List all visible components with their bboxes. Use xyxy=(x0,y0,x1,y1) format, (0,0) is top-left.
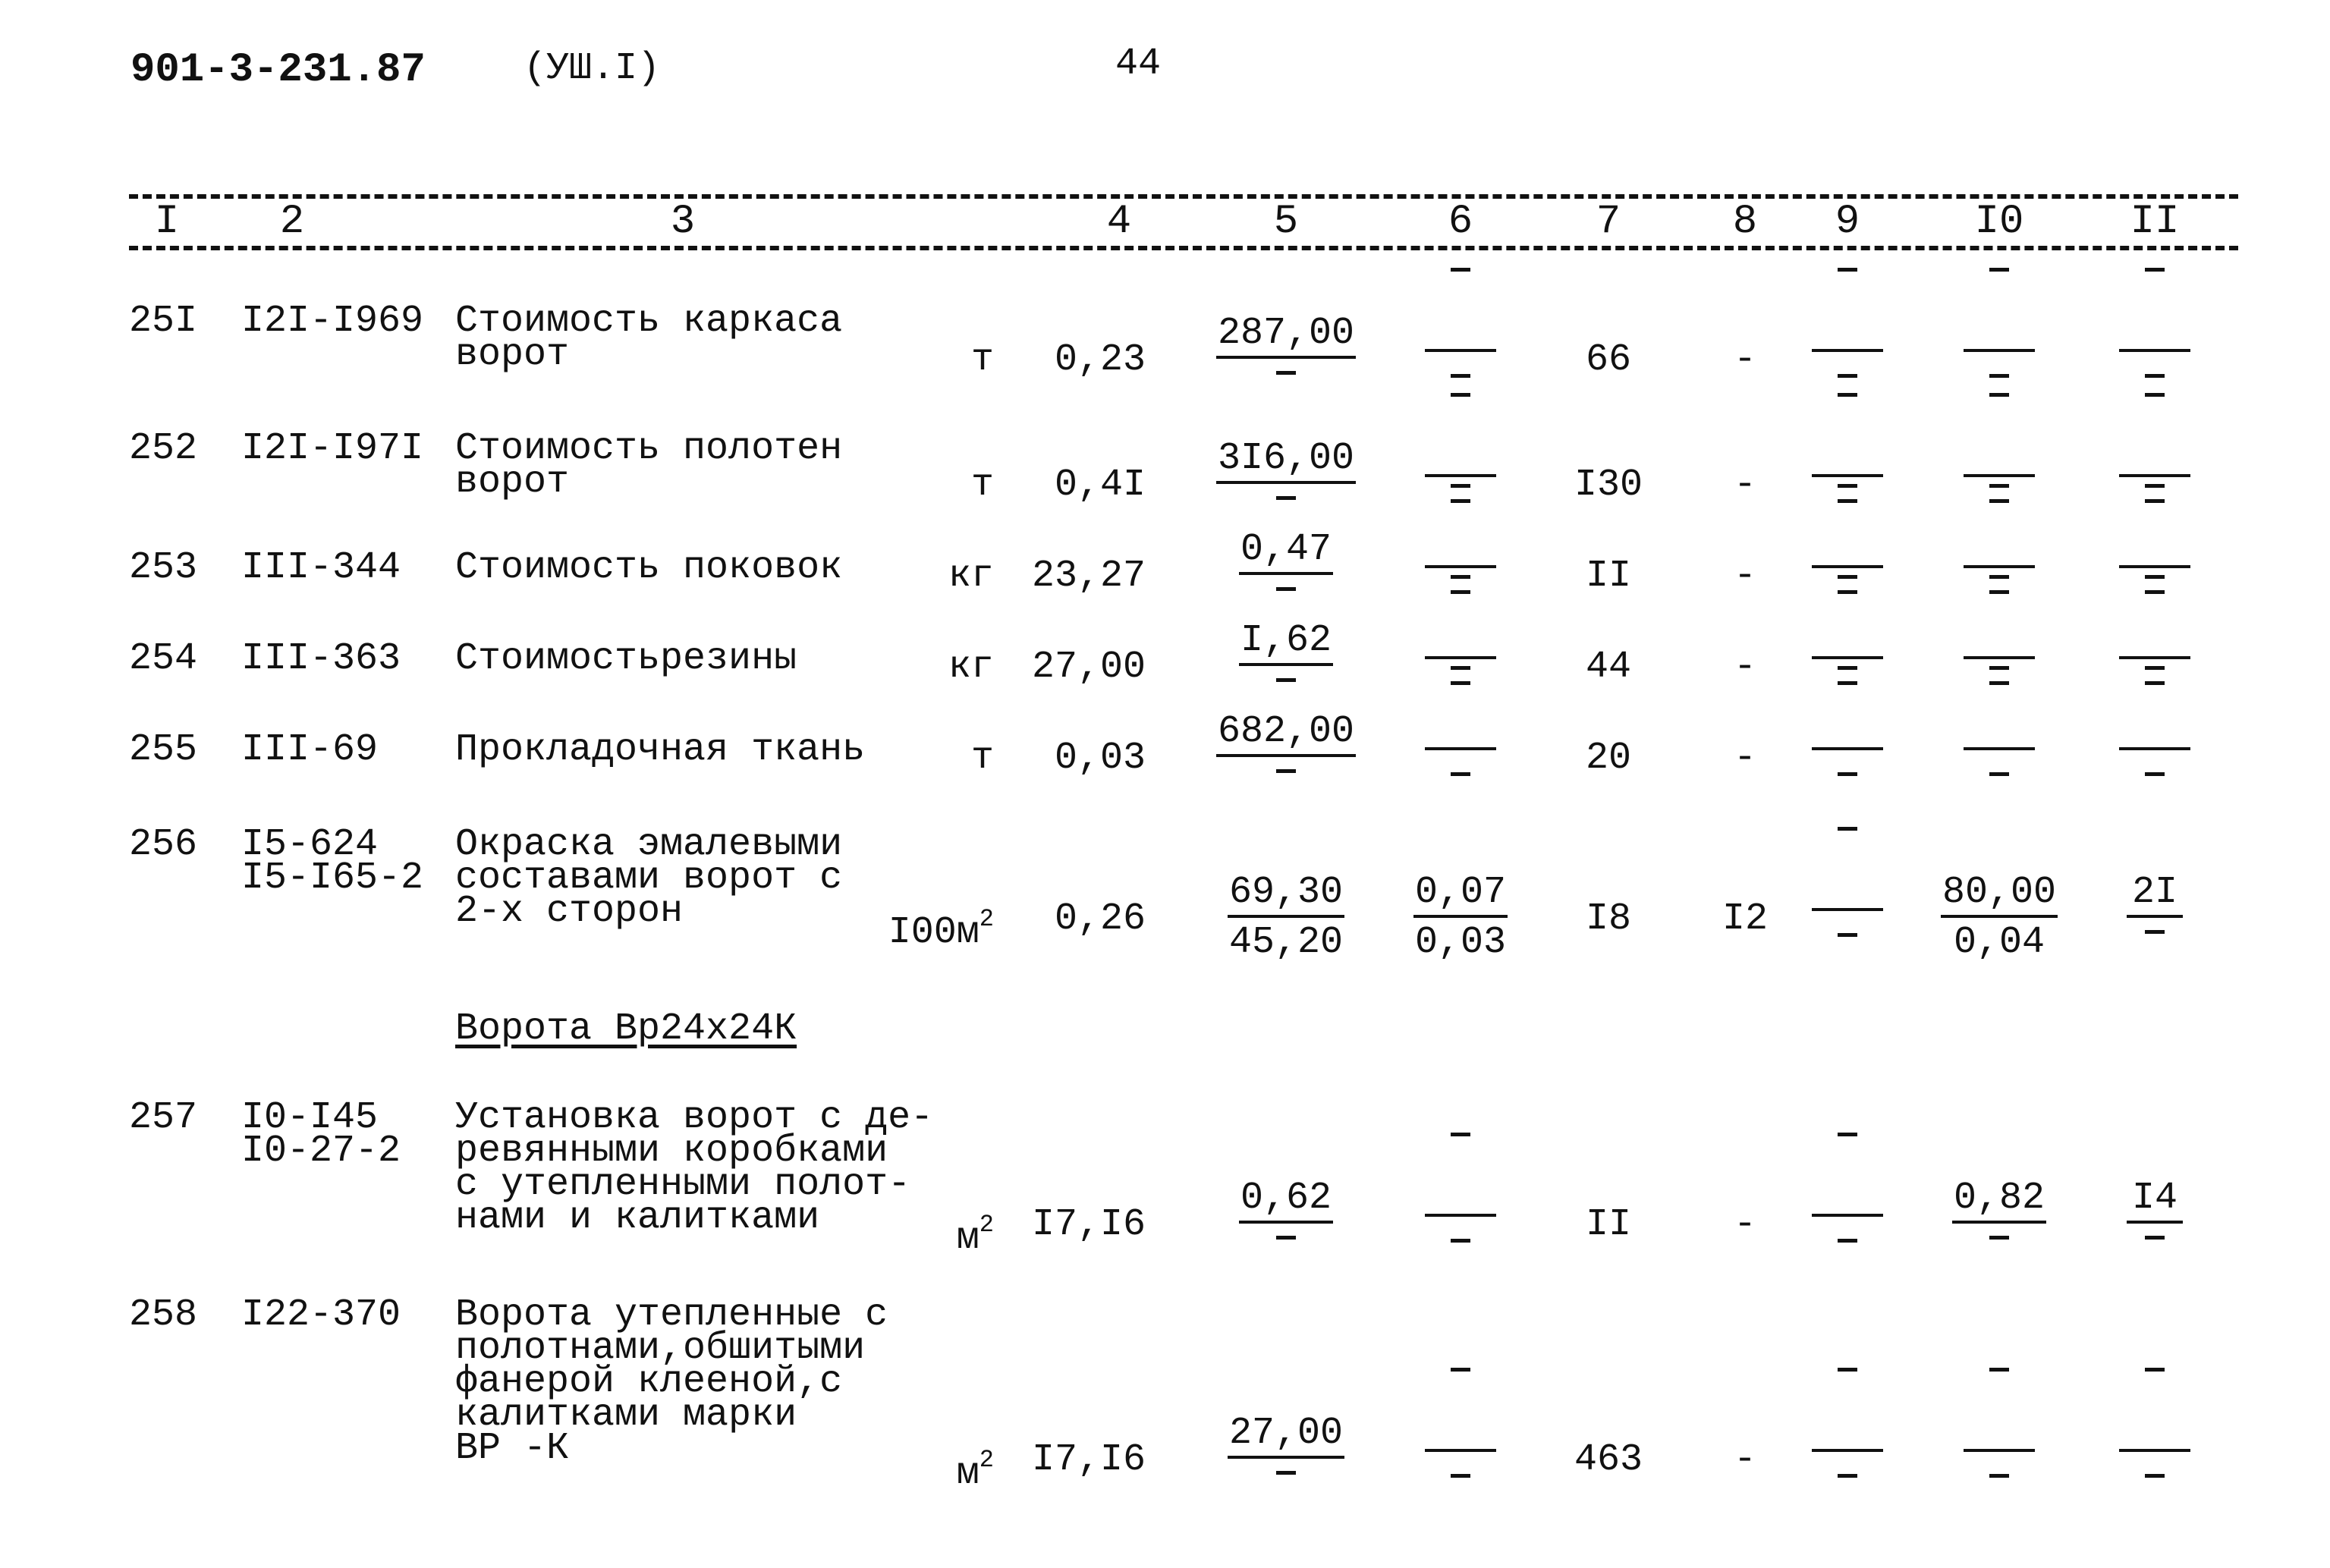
col7-value: 44 xyxy=(1585,646,1631,689)
col7-value: II xyxy=(1585,1203,1631,1246)
col10-value-numerator: 80,00 xyxy=(1941,874,2058,918)
item-code: III-344 xyxy=(241,546,401,589)
unit-superscript: 2 xyxy=(979,905,994,933)
row-number: 255 xyxy=(129,728,198,771)
row-number: 25I xyxy=(129,300,198,343)
col5-price-denominator xyxy=(1276,496,1296,500)
col5-price-numerator: 682,00 xyxy=(1216,713,1356,757)
unit-label: т xyxy=(970,737,994,780)
col9-value-top-dash xyxy=(1838,1133,1857,1136)
item-description: Ворота утепленные с xyxy=(455,1293,888,1337)
col11-value-top-dash xyxy=(2145,268,2165,272)
col11-value-numerator: 2I xyxy=(2127,874,2183,918)
col10-value-numerator xyxy=(1964,1419,2035,1452)
unit-of-measure xyxy=(850,1207,994,1260)
document-code: 901-3-231.87 xyxy=(130,47,426,93)
item-description: Прокладочная ткань xyxy=(455,728,866,771)
quantity: I7,I6 xyxy=(1031,1438,1146,1482)
quantity: 0,23 xyxy=(1054,338,1146,382)
col8-value: - xyxy=(1733,1203,1756,1246)
col11-value-denominator xyxy=(2145,1474,2165,1478)
col9-value-denominator xyxy=(1838,1239,1857,1243)
row-number: 253 xyxy=(129,546,198,589)
col9-value-numerator xyxy=(1812,444,1883,477)
col11-value xyxy=(2064,871,2246,934)
item-description: Стоимостьрезины xyxy=(455,637,797,680)
col6-value-denominator xyxy=(1451,772,1470,776)
item-code: III-363 xyxy=(241,637,401,680)
col10-value-top-dash xyxy=(1989,575,2009,579)
col6-value-top-dash xyxy=(1451,393,1470,397)
item-code: III-69 xyxy=(241,728,379,771)
col9-value-numerator xyxy=(1812,1419,1883,1452)
col10-value xyxy=(1908,440,2090,503)
col5-price xyxy=(1195,1177,1377,1240)
unit-of-measure xyxy=(850,737,994,780)
col7-value: II xyxy=(1585,555,1631,598)
unit-of-measure xyxy=(850,463,994,507)
item-description: полотнами,обшитыми xyxy=(455,1327,866,1370)
page-number: 44 xyxy=(1115,42,1162,86)
item-description: с утепленными полот- xyxy=(455,1163,911,1206)
col10-value-numerator xyxy=(1964,319,2035,352)
unit-of-measure xyxy=(850,646,994,689)
col9-value-top-dash xyxy=(1838,484,1857,488)
col11-value-numerator: I4 xyxy=(2127,1180,2183,1224)
col5-price xyxy=(1195,528,1377,591)
col10-value xyxy=(1908,1415,2090,1478)
column-header-9: 9 xyxy=(1835,199,1860,245)
col10-value-denominator: 0,04 xyxy=(1953,921,2045,964)
col7-value: I8 xyxy=(1585,897,1631,941)
item-code: I0-I45 xyxy=(241,1096,379,1139)
col6-value-numerator: 0,07 xyxy=(1413,874,1508,918)
column-header-1: I xyxy=(154,199,180,245)
col11-value-denominator xyxy=(2145,681,2165,685)
column-header-8: 8 xyxy=(1732,199,1758,245)
col10-value-denominator xyxy=(1989,1474,2009,1478)
col9-value-denominator xyxy=(1838,933,1857,937)
col10-value xyxy=(1908,531,2090,594)
col11-value-denominator xyxy=(2145,772,2165,776)
col6-value xyxy=(1369,1415,1552,1478)
unit-label: кг xyxy=(948,555,994,598)
header-rule-bottom xyxy=(129,246,2238,250)
col7-value: 463 xyxy=(1574,1438,1643,1482)
col9-value-top-dash xyxy=(1838,666,1857,670)
col10-value xyxy=(1908,1177,2090,1240)
item-code: I22-370 xyxy=(241,1293,401,1337)
col10-value-numerator xyxy=(1964,444,2035,477)
unit-superscript: 2 xyxy=(979,1446,994,1474)
col6-value-numerator xyxy=(1425,1419,1496,1452)
col6-value-denominator xyxy=(1451,1239,1470,1243)
header-rule-top xyxy=(129,194,2238,199)
col10-value-denominator xyxy=(1989,374,2009,378)
col5-price-denominator xyxy=(1276,769,1296,773)
column-header-6: 6 xyxy=(1448,199,1473,245)
col6-value xyxy=(1369,871,1552,964)
item-description: калитками марки xyxy=(455,1394,797,1437)
unit-label: т xyxy=(970,338,994,382)
col6-value xyxy=(1369,713,1552,776)
col6-value xyxy=(1369,531,1552,594)
unit-label: м xyxy=(956,1452,979,1495)
col8-value: - xyxy=(1733,555,1756,598)
col9-value-denominator xyxy=(1838,374,1857,378)
item-description: ворот xyxy=(455,460,570,504)
section-heading: Ворота Вр24х24К xyxy=(455,1007,797,1051)
col9-value-top-dash xyxy=(1838,575,1857,579)
col5-price-denominator: 45,20 xyxy=(1228,921,1344,964)
col11-value-top-dash xyxy=(2145,484,2165,488)
quantity: 0,26 xyxy=(1054,897,1146,941)
col11-value-numerator xyxy=(2119,717,2190,750)
col11-value-numerator xyxy=(2119,535,2190,568)
col5-price-numerator: I,62 xyxy=(1239,622,1333,666)
col10-value xyxy=(1908,871,2090,964)
column-header-2: 2 xyxy=(279,199,305,245)
col5-price-numerator: 287,00 xyxy=(1216,315,1356,359)
col10-value-numerator xyxy=(1964,535,2035,568)
col5-price xyxy=(1195,871,1377,964)
col11-value xyxy=(2064,622,2246,685)
col10-value-denominator xyxy=(1989,681,2009,685)
col10-value-numerator xyxy=(1964,626,2035,659)
col11-value-numerator xyxy=(2119,319,2190,352)
unit-label: I00м xyxy=(888,911,979,954)
col11-value-numerator xyxy=(2119,626,2190,659)
col10-value-top-dash xyxy=(1989,484,2009,488)
col9-value-top-dash xyxy=(1838,268,1857,272)
col5-price xyxy=(1195,437,1377,500)
col5-price-denominator xyxy=(1276,371,1296,375)
unit-label: м xyxy=(956,1217,979,1260)
col6-value-denominator xyxy=(1451,499,1470,503)
col7-value: 20 xyxy=(1585,737,1631,780)
col11-value-denominator xyxy=(2145,590,2165,594)
unit-of-measure xyxy=(850,555,994,598)
col6-value xyxy=(1369,1180,1552,1243)
col11-value xyxy=(2064,713,2246,776)
quantity: 27,00 xyxy=(1031,646,1146,689)
item-description: Стоимость полотен xyxy=(455,427,843,470)
col10-value-top-dash xyxy=(1989,666,2009,670)
col10-value xyxy=(1908,713,2090,776)
col11-value-denominator xyxy=(2145,1236,2165,1240)
col10-value-denominator xyxy=(1989,499,2009,503)
col6-value-denominator xyxy=(1451,374,1470,378)
item-code: I5-I65-2 xyxy=(241,856,424,900)
column-header-3: 3 xyxy=(670,199,696,245)
col11-value-denominator xyxy=(2145,499,2165,503)
col9-value-denominator xyxy=(1838,1474,1857,1478)
col6-value-numerator xyxy=(1425,535,1496,568)
row-number: 252 xyxy=(129,427,198,470)
col6-value-top-dash xyxy=(1451,666,1470,670)
column-header-7: 7 xyxy=(1596,199,1621,245)
col6-value-top-dash xyxy=(1451,1368,1470,1372)
column-header-4: 4 xyxy=(1106,199,1132,245)
col6-value-top-dash xyxy=(1451,575,1470,579)
col9-value-numerator xyxy=(1812,535,1883,568)
col10-value-top-dash xyxy=(1989,393,2009,397)
col11-value-top-dash xyxy=(2145,393,2165,397)
col10-value-numerator xyxy=(1964,717,2035,750)
col11-value-top-dash xyxy=(2145,666,2165,670)
col10-value xyxy=(1908,622,2090,685)
col11-value-top-dash xyxy=(2145,1368,2165,1372)
col8-value: - xyxy=(1733,463,1756,507)
col6-value-numerator xyxy=(1425,1183,1496,1217)
col8-value: - xyxy=(1733,737,1756,780)
col9-value-numerator xyxy=(1812,319,1883,352)
col5-price-denominator xyxy=(1276,1236,1296,1240)
item-code: I0-27-2 xyxy=(241,1130,401,1173)
col6-value-top-dash xyxy=(1451,1133,1470,1136)
col10-value-denominator xyxy=(1989,590,2009,594)
col11-value-numerator xyxy=(2119,444,2190,477)
col9-value-numerator xyxy=(1812,878,1883,911)
col6-value-numerator xyxy=(1425,444,1496,477)
col6-value xyxy=(1369,622,1552,685)
section-code: (УШ.I) xyxy=(524,47,661,90)
col5-price-numerator: 0,47 xyxy=(1239,531,1333,575)
col5-price xyxy=(1195,619,1377,682)
col11-value-numerator xyxy=(2119,1419,2190,1452)
col5-price-denominator xyxy=(1276,1471,1296,1475)
column-header-11: II xyxy=(2130,199,2180,245)
item-description: составами ворот с xyxy=(455,856,843,900)
row-number: 254 xyxy=(129,637,198,680)
col7-value: 66 xyxy=(1585,338,1631,382)
col9-value-denominator xyxy=(1838,772,1857,776)
col11-value-top-dash xyxy=(2145,575,2165,579)
col6-value-top-dash xyxy=(1451,268,1470,272)
item-description: Окраска эмалевыми xyxy=(455,823,843,866)
col6-value-numerator xyxy=(1425,319,1496,352)
col10-value-denominator xyxy=(1989,1236,2009,1240)
item-description: 2-х сторон xyxy=(455,890,684,933)
col5-price-numerator: 27,00 xyxy=(1228,1415,1344,1459)
item-description: ВР -К xyxy=(455,1427,570,1470)
col11-value xyxy=(2064,1177,2246,1240)
col10-value-denominator xyxy=(1989,772,2009,776)
quantity: I7,I6 xyxy=(1031,1203,1146,1246)
col6-value xyxy=(1369,315,1552,378)
col5-price-denominator xyxy=(1276,678,1296,682)
unit-of-measure xyxy=(850,901,994,954)
unit-label: т xyxy=(970,463,994,507)
col5-price-numerator: 3I6,00 xyxy=(1216,440,1356,484)
col11-value xyxy=(2064,440,2246,503)
col9-value-numerator xyxy=(1812,717,1883,750)
item-code: I2I-I97I xyxy=(241,427,424,470)
col9-value-top-dash xyxy=(1838,827,1857,831)
unit-superscript: 2 xyxy=(979,1211,994,1239)
col8-value: - xyxy=(1733,1438,1756,1482)
item-description: фанерой клееной,с xyxy=(455,1360,843,1403)
col6-value-denominator xyxy=(1451,681,1470,685)
col8-value: I2 xyxy=(1722,897,1768,941)
col9-value-denominator xyxy=(1838,681,1857,685)
item-description: Стоимость поковок xyxy=(455,546,843,589)
col5-price xyxy=(1195,1412,1377,1475)
row-number: 257 xyxy=(129,1096,198,1139)
col10-value-top-dash xyxy=(1989,268,2009,272)
col8-value: - xyxy=(1733,338,1756,382)
col9-value-numerator xyxy=(1812,626,1883,659)
item-description: нами и калитками xyxy=(455,1196,820,1240)
col11-value-denominator xyxy=(2145,374,2165,378)
unit-label: кг xyxy=(948,646,994,689)
column-header-5: 5 xyxy=(1273,199,1299,245)
col6-value-denominator: 0,03 xyxy=(1414,921,1507,964)
col9-value-top-dash xyxy=(1838,393,1857,397)
col5-price xyxy=(1195,312,1377,375)
col6-value-denominator xyxy=(1451,590,1470,594)
col11-value xyxy=(2064,1415,2246,1478)
item-code: I5-624 xyxy=(241,823,379,866)
col11-value-denominator xyxy=(2145,930,2165,934)
item-description: Стоимость каркаса xyxy=(455,300,843,343)
col9-value-denominator xyxy=(1838,499,1857,503)
col7-value: I30 xyxy=(1574,463,1643,507)
col10-value xyxy=(1908,315,2090,378)
unit-of-measure xyxy=(850,338,994,382)
col9-value-numerator xyxy=(1812,1183,1883,1217)
col10-value-numerator: 0,82 xyxy=(1952,1180,2046,1224)
row-number: 258 xyxy=(129,1293,198,1337)
col5-price-numerator: 0,62 xyxy=(1239,1180,1333,1224)
col6-value-top-dash xyxy=(1451,484,1470,488)
unit-of-measure xyxy=(850,1442,994,1495)
col11-value xyxy=(2064,315,2246,378)
column-header-10: I0 xyxy=(1974,199,2024,245)
item-description: Установка ворот с де- xyxy=(455,1096,934,1139)
quantity: 0,4I xyxy=(1054,463,1146,507)
col5-price-denominator xyxy=(1276,587,1296,591)
item-code: I2I-I969 xyxy=(241,300,424,343)
item-description: ворот xyxy=(455,333,570,376)
col5-price-numerator: 69,30 xyxy=(1228,874,1344,918)
col10-value-top-dash xyxy=(1989,1368,2009,1372)
col6-value-numerator xyxy=(1425,626,1496,659)
col6-value xyxy=(1369,440,1552,503)
item-description: ревянными коробками xyxy=(455,1130,888,1173)
col6-value-numerator xyxy=(1425,717,1496,750)
col9-value-top-dash xyxy=(1838,1368,1857,1372)
col5-price xyxy=(1195,710,1377,773)
quantity: 23,27 xyxy=(1031,555,1146,598)
row-number: 256 xyxy=(129,823,198,866)
col9-value-denominator xyxy=(1838,590,1857,594)
col11-value xyxy=(2064,531,2246,594)
col6-value-denominator xyxy=(1451,1474,1470,1478)
col8-value: - xyxy=(1733,646,1756,689)
quantity: 0,03 xyxy=(1054,737,1146,780)
